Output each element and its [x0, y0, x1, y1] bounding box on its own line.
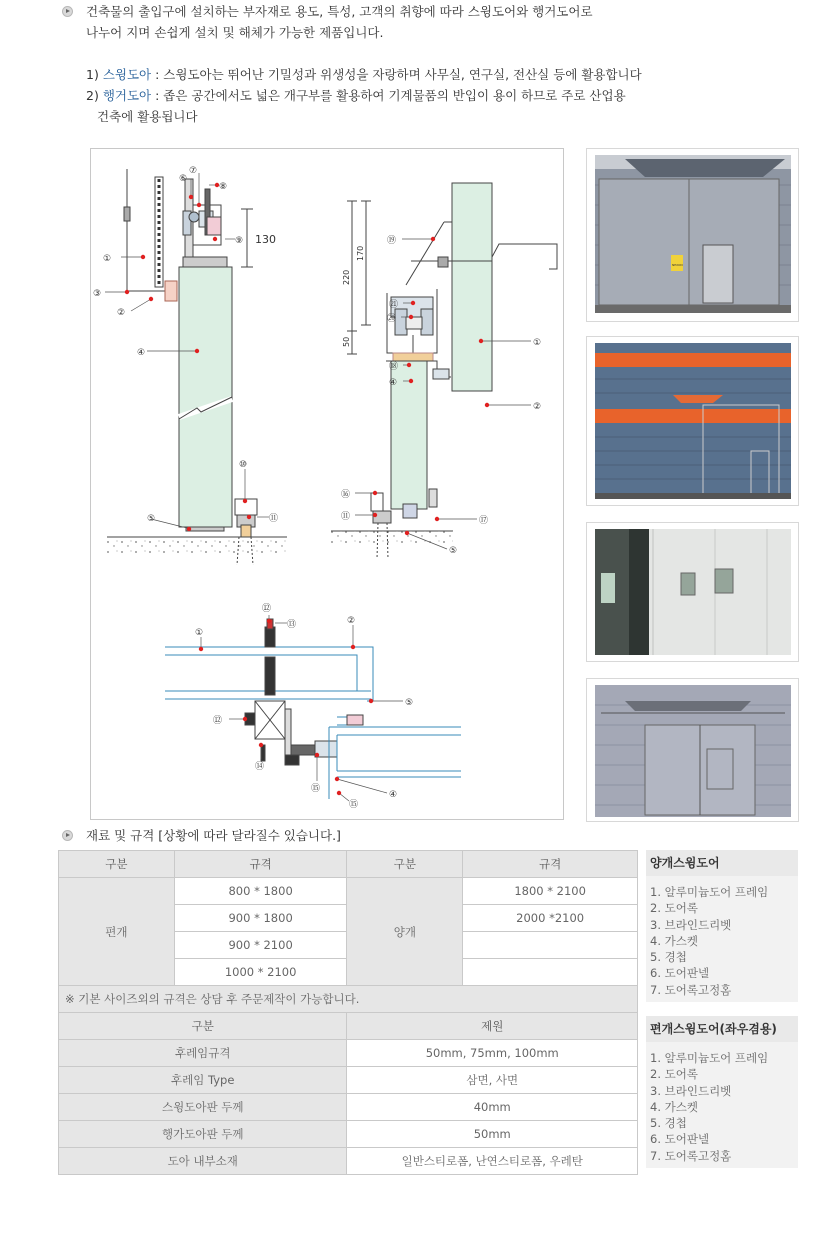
callout-8: ⑧ [219, 182, 228, 192]
single-door-label: 편개 [59, 878, 175, 986]
callout-19: ⑲ [387, 236, 397, 246]
parts-box-title: 편개스윙도어(좌우겸용) [646, 1016, 798, 1042]
table-cell: 1800 * 2100 [463, 878, 638, 905]
table-cell: 삼면, 사면 [347, 1067, 638, 1094]
table-row [59, 1148, 638, 1175]
table-cell: 1000 * 2100 [174, 959, 347, 986]
table-cell: 2000 *2100 [463, 905, 638, 932]
callout-15b: ⑮ [349, 800, 359, 810]
callout-5c: ⑤ [405, 698, 414, 708]
table-cell: 일반스티로폼, 난연스티로폼, 우레탄 [347, 1148, 638, 1175]
callout-1b: ① [533, 338, 542, 348]
callout-4: ④ [137, 348, 146, 358]
dimension-50: 50 [342, 336, 351, 347]
hanger-door-description: : 좁은 공간에서도 넓은 개구부를 활용하여 기계물품의 반입이 용이 하므로 주로 산업용 [151, 88, 626, 103]
list-item: 5. 경첩 [650, 1116, 687, 1131]
intro-line-1: 건축물의 출입구에 설치하는 부자재로 용도, 특성, 고객의 취향에 따라 스윙도어와 행거도어로 [86, 4, 593, 19]
callout-6: ⑥ [179, 174, 188, 184]
callout-1c: ① [195, 628, 204, 638]
callout-2: ② [117, 308, 126, 318]
single-swing-door-parts-box [646, 1016, 798, 1168]
callout-16: ⑯ [341, 490, 351, 500]
list-item: 1. 알루미늄도어 프레임 [650, 1051, 769, 1065]
hanger-door-illustration [595, 155, 791, 313]
callout-5: ⑤ [147, 514, 156, 524]
double-swing-door-illustration [595, 685, 791, 817]
table-cell: 800 * 1800 [174, 878, 347, 905]
table-row [59, 1094, 638, 1121]
list-item: 7. 도어록고정홈 [650, 982, 732, 997]
table-cell: 900 * 2100 [174, 932, 347, 959]
spec-section-title: 재료 및 규격 [상황에 따라 달라질수 있습니다.] [86, 828, 341, 843]
intro-item-swing [86, 64, 642, 85]
table-header-cell: 제원 [347, 1013, 638, 1040]
hanger-door-keyword: 행거도아 [102, 88, 152, 103]
callout-4b: ④ [389, 378, 398, 388]
item-number: 2) [86, 88, 99, 103]
callout-11: ⑪ [269, 514, 279, 524]
callout-12: ⑫ [262, 604, 272, 614]
dimension-130: 130 [255, 233, 276, 246]
table-cell: 50mm, 75mm, 100mm [347, 1040, 638, 1067]
dimension-220: 220 [342, 269, 351, 285]
hanger-door-orange-illustration [595, 343, 791, 499]
table-row [59, 1121, 638, 1148]
table-cell-empty [463, 932, 638, 959]
list-item: 6. 도어판넬 [650, 1132, 710, 1147]
list-item: 2. 도어록 [650, 1067, 698, 1082]
swing-door-keyword: 스윙도아 [102, 67, 152, 82]
table-cell: 900 * 1800 [174, 905, 347, 932]
table-cell-label: 후레임 Type [59, 1067, 347, 1094]
callout-7: ⑦ [189, 166, 198, 176]
custom-size-note: ※ 기본 사이즈외의 규격은 상담 후 주문제작이 가능합니다. [59, 986, 638, 1013]
item-number: 1) [86, 67, 99, 82]
list-item: 5. 경첩 [650, 950, 687, 965]
table-cell-label: 후레임규격 [59, 1040, 347, 1067]
callout-11b: ⑪ [341, 512, 351, 522]
list-item: 6. 도어판넬 [650, 966, 710, 981]
table-cell-empty [463, 959, 638, 986]
table-header-cell: 구분 [59, 851, 175, 878]
callout-10: ⑩ [239, 460, 248, 470]
table-header-cell: 구분 [347, 851, 463, 878]
table-row [59, 1067, 638, 1094]
callout-3: ③ [93, 289, 102, 299]
table-row [59, 878, 638, 905]
table-note-row [59, 986, 638, 1013]
bullet-icon [62, 6, 73, 17]
list-item: 2. 도어록 [650, 901, 698, 916]
list-item: 3. 브라인드리벳 [650, 917, 732, 932]
double-swing-door-parts-box [646, 850, 798, 1002]
intro-item-hanger-cont: 건축에 활용됩니다 [97, 109, 198, 124]
table-header-cell: 규격 [463, 851, 638, 878]
callout-1: ① [103, 254, 112, 264]
table-cell-label: 도아 내부소재 [59, 1148, 347, 1175]
table-cell-label: 행가도아판 두께 [59, 1121, 347, 1148]
list-item: 4. 가스켓 [650, 933, 698, 948]
table-header-row [59, 1013, 638, 1040]
table-cell: 40mm [347, 1094, 638, 1121]
list-item: 7. 도어록고정홈 [650, 1148, 732, 1163]
callout-15: ⑮ [311, 784, 321, 794]
callout-21: ㉑ [389, 300, 399, 310]
parts-box-title: 양개스윙도어 [646, 850, 798, 876]
parts-list [646, 1042, 798, 1168]
table-cell-label: 스윙도아판 두께 [59, 1094, 347, 1121]
table-header-cell: 규격 [174, 851, 347, 878]
swing-door-description: : 스윙도아는 뛰어난 기밀성과 위생성을 자랑하며 사무실, 연구실, 전산실 등에 활용합니다 [151, 67, 642, 82]
table-header-cell: 구분 [59, 1013, 347, 1040]
photo-swing-door-white [586, 522, 799, 662]
bullet-icon [62, 830, 73, 841]
photo-hanger-door-gray [586, 148, 799, 322]
callout-13: ⑬ [287, 620, 297, 630]
dimension-170: 170 [356, 245, 365, 261]
table-row [59, 1040, 638, 1067]
photo-hanger-door-orange [586, 336, 799, 506]
double-door-label: 양개 [347, 878, 463, 986]
callout-2b: ② [533, 402, 542, 412]
callout-9: ⑨ [235, 236, 244, 246]
callout-5b: ⑤ [449, 546, 458, 556]
list-item: 3. 브라인드리벳 [650, 1083, 732, 1098]
callout-20: ⑳ [387, 314, 397, 324]
technical-drawing [91, 149, 563, 819]
warning-sign-text: NEXON [672, 263, 683, 267]
table-header-row [59, 851, 638, 878]
table-cell: 50mm [347, 1121, 638, 1148]
spec-table [58, 850, 638, 1175]
photo-double-swing-door [586, 678, 799, 822]
callout-18: ⑱ [389, 362, 399, 372]
list-item: 1. 알루미늄도어 프레임 [650, 885, 769, 899]
callout-12b: ⑫ [213, 716, 223, 726]
parts-list [646, 876, 798, 1002]
swing-door-white-illustration [595, 529, 791, 655]
intro-item-hanger [86, 85, 626, 106]
technical-drawing-frame [90, 148, 564, 820]
callout-4c: ④ [389, 790, 398, 800]
intro-line-2: 나누어 지며 손쉽게 설치 및 해체가 가능한 제품입니다. [86, 25, 384, 40]
list-item: 4. 가스켓 [650, 1099, 698, 1114]
callout-2c: ② [347, 616, 356, 626]
callout-14: ⑭ [255, 762, 265, 772]
callout-17: ⑰ [479, 516, 489, 526]
